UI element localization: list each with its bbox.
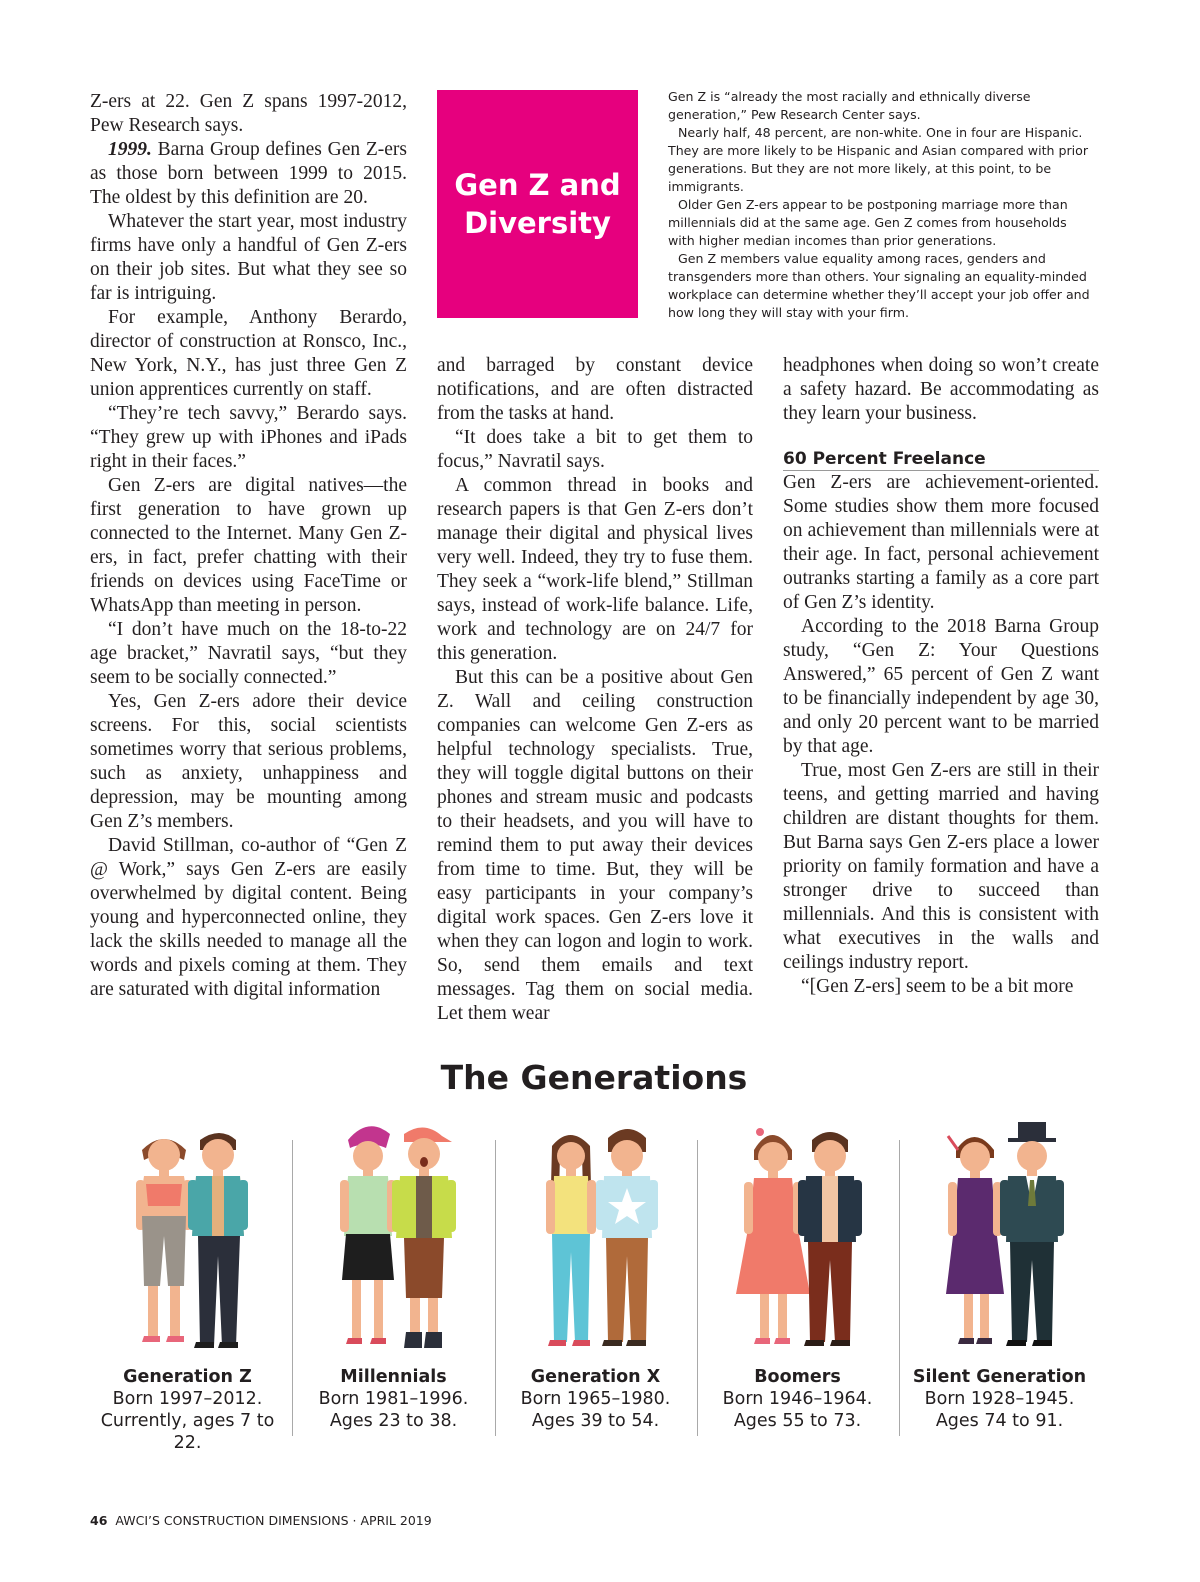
body-paragraph: “[Gen Z-ers] seem to be a bit more: [801, 976, 1074, 997]
generation-card: [86, 1110, 289, 1453]
gen-z-couple-illustration: [112, 1110, 262, 1368]
body-paragraph: True, most Gen Z-ers are still in their teens, and getting married and having children are distant thoughts for them. But Barna says Gen Z-ers place a lower priority on family formation and have a stronger drive to succeed than millennials. And this is consistent with what executives in the walls and ceilings industry report.: [783, 760, 1099, 973]
body-paragraph: David Stillman, co-author of “Gen Z @ Work,” says Gen Z-ers are easily overwhelmed by digital content. Being young and hyperconnected online, they lack the skills needed to manage all the words and pixels coming at them. They are saturated with digital information: [90, 835, 407, 1000]
generation-ages: Currently, ages 7 to 22.: [100, 1411, 275, 1453]
generation-label: [898, 1366, 1101, 1432]
body-paragraph: “I don’t have much on the 18-to-22 age bracket,” Navratil says, “but they seem to be socially connected.”: [90, 619, 407, 688]
body-paragraph: Whatever the start year, most industry firms have only a handful of Gen Z-ers on their job sites. But what they see so far is intriguing.: [90, 211, 407, 304]
generation-label: [696, 1366, 899, 1432]
sidebar-paragraph: Older Gen Z-ers appear to be postponing marriage more than millennials did at the same age. Gen Z comes from households with higher median incomes than prior generations.: [668, 197, 1068, 248]
generation-name: Boomers: [754, 1367, 841, 1387]
body-paragraph: and barraged by constant device notifications, and are often distracted from the tasks at hand.: [437, 355, 753, 424]
sidebar-text: [668, 88, 1096, 322]
generation-ages: Ages 55 to 73.: [733, 1411, 862, 1431]
generation-card: [494, 1110, 697, 1440]
body-paragraph: “It does take a bit to get them to focus,” Navratil says.: [437, 427, 753, 472]
generation-born: Born 1928–1945.: [924, 1389, 1075, 1409]
paragraph-lead-in: 1999.: [108, 139, 152, 160]
page-number: 46: [90, 1513, 108, 1528]
sidebar-title-box: [437, 90, 638, 318]
body-paragraph: For example, Anthony Berardo, director of construction at Ronsco, Inc., New York, N.Y., has just three Gen Z union apprentices currently on staff.: [90, 307, 407, 400]
body-paragraph: According to the 2018 Barna Group study, “Gen Z: Your Questions Answered,” 65 percent of Gen Z want to be financially independent by age 30, and only 20 percent want to be married by that age.: [783, 616, 1099, 757]
sidebar-paragraph: Gen Z is “already the most racially and ethnically diverse generation,” Pew Research Center says.: [668, 89, 1031, 122]
generation-ages: Ages 23 to 38.: [329, 1411, 458, 1431]
body-paragraph: headphones when doing so won’t create a safety hazard. Be accommodating as they learn your business.: [783, 355, 1099, 424]
generation-born: Born 1946–1964.: [722, 1389, 873, 1409]
generation-born: Born 1997–2012.: [112, 1389, 263, 1409]
generation-born: Born 1981–1996.: [318, 1389, 469, 1409]
section-subhead: 60 Percent Freelance: [783, 448, 1099, 471]
body-paragraph: Yes, Gen Z-ers adore their device screens. For this, social scientists sometimes worry that serious problems, such as anxiety, unhappiness and depression, may be mounting among Gen Z’s members.: [90, 691, 407, 832]
article-column-2: [437, 354, 753, 1026]
generation-label: [292, 1366, 495, 1432]
sidebar-paragraph: Gen Z members value equality among races, genders and transgenders more than others. Your signaling an equality-minded workplace can determine whether they’ll accept your job offer and how long they will stay with your firm.: [668, 251, 1090, 320]
generations-title: The Generations: [440, 1058, 748, 1097]
generation-name: Generation X: [530, 1367, 661, 1387]
boomers-couple-illustration: [722, 1110, 872, 1368]
generation-label: [86, 1366, 289, 1454]
generation-ages: Ages 39 to 54.: [531, 1411, 660, 1431]
generation-name: Generation Z: [123, 1367, 252, 1387]
page-footer: [90, 1513, 432, 1528]
body-paragraph: A common thread in books and research papers is that Gen Z-ers don’t manage their digital and physical lives very well. Indeed, they try to fuse them. They seek a “work-life blend,” Stillman says, instead of work-life balance. Life, work and technology are on 24/7 for this generation.: [437, 475, 753, 664]
generation-name: Millennials: [340, 1367, 447, 1387]
millennials-couple-illustration: [318, 1110, 468, 1368]
generation-born: Born 1965–1980.: [520, 1389, 671, 1409]
body-paragraph: Gen Z-ers are digital natives—the first generation to have grown up connected to the Internet. Many Gen Z-ers, in fact, prefer chatting with their friends on devices using FaceTime or WhatsApp than meeting in person.: [90, 475, 407, 616]
generation-card: [292, 1110, 495, 1440]
silent-generation-couple-illustration: [924, 1110, 1074, 1368]
sidebar-paragraph: Nearly half, 48 percent, are non-white. One in four are Hispanic. They are more likely to be Hispanic and Asian compared with prior generations. But they are not more likely, at this point, to be immigrants.: [668, 125, 1089, 194]
generation-ages: Ages 74 to 91.: [935, 1411, 1064, 1431]
body-paragraph: “They’re tech savvy,” Berardo says. “They grew up with iPhones and iPads right in their faces.”: [90, 403, 407, 472]
article-column-1: [90, 90, 407, 1002]
body-paragraph: 1999. Barna Group defines Gen Z-ers as those born between 1999 to 2015. The oldest by this definition are 20.: [90, 139, 407, 208]
generation-label: [494, 1366, 697, 1432]
publication-name: AWCI’S CONSTRUCTION DIMENSIONS · APRIL 2019: [115, 1513, 432, 1528]
article-column-3: [783, 354, 1099, 999]
sidebar-title: Gen Z and Diversity: [454, 168, 621, 240]
body-paragraph: But this can be a positive about Gen Z. Wall and ceiling construction companies can welcome Gen Z-ers as helpful technology specialists. True, they will toggle digital buttons on their phones and stream music and podcasts to their headsets, and you will have to remind them to put away their devices from time to time. But, they will be easy participants in your company’s digital work spaces. Gen Z-ers love it when they can logon and login to work. So, send them emails and text messages. Tag them on social media. Let them wear: [437, 667, 753, 1024]
generation-x-couple-illustration: [520, 1110, 670, 1368]
generations-infographic: [86, 1110, 1104, 1453]
generation-name: Silent Generation: [912, 1367, 1087, 1387]
body-paragraph: Gen Z-ers are achievement-oriented. Some studies show them more focused on achievement than millennials were at their age. In fact, personal achievement outranks starting a family as a core part of Gen Z’s identity.: [783, 472, 1099, 613]
generation-card: [898, 1110, 1101, 1440]
body-paragraph: Z-ers at 22. Gen Z spans 1997-2012, Pew Research says.: [90, 91, 407, 136]
generation-card: [696, 1110, 899, 1440]
